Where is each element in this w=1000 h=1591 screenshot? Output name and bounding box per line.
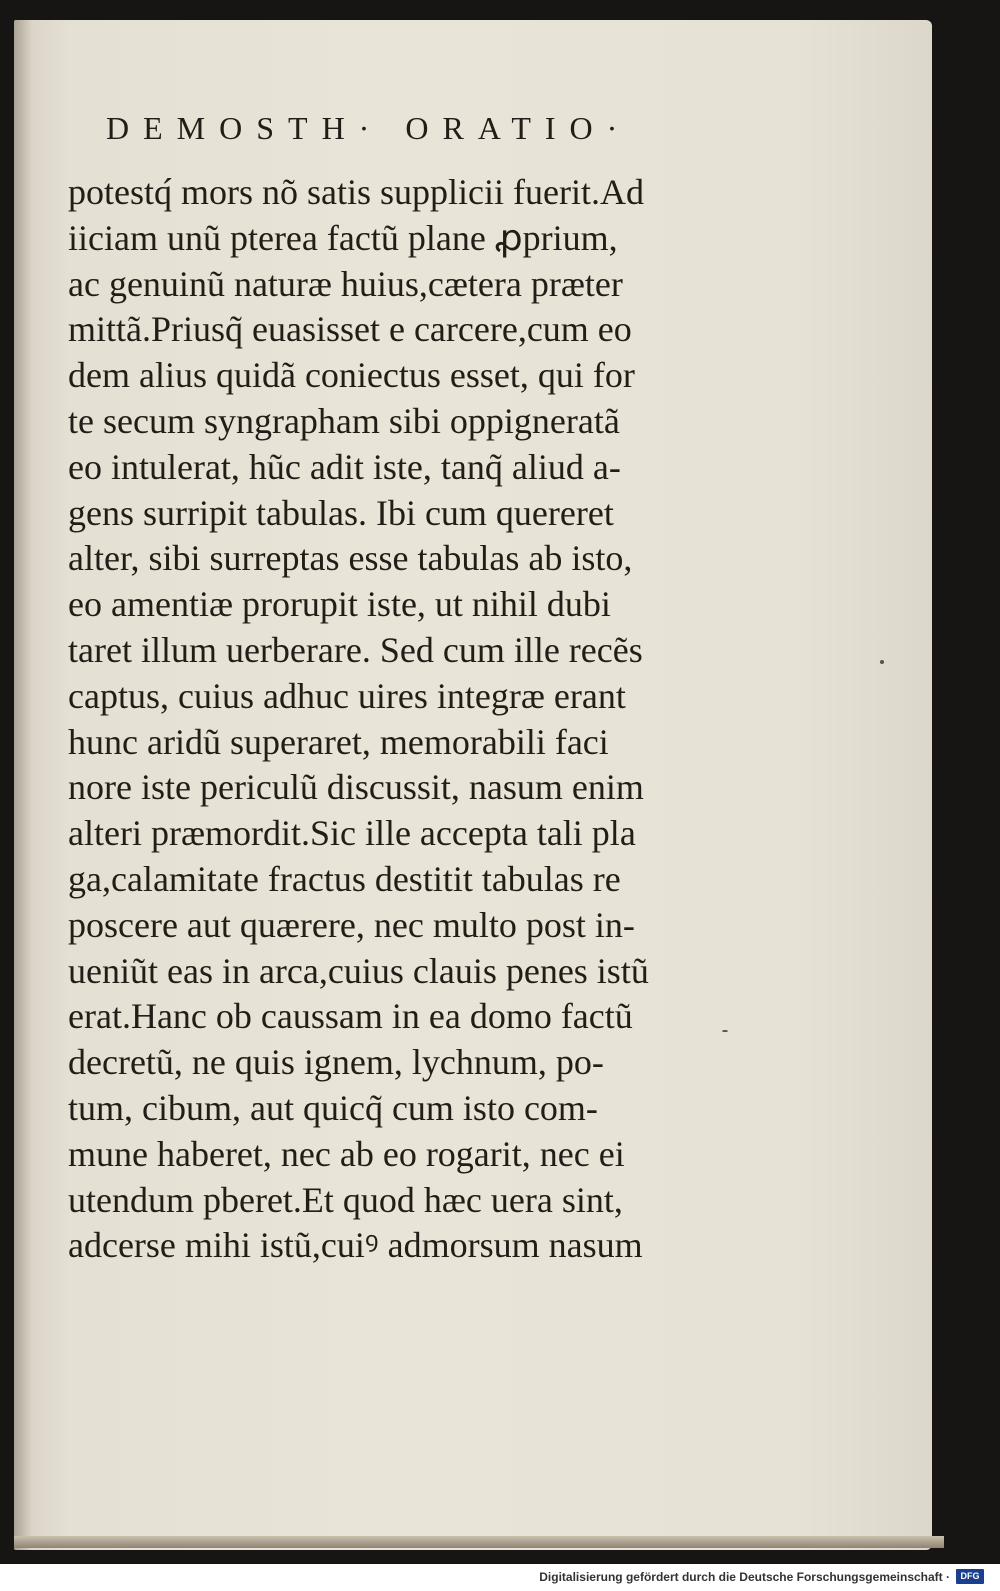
text-line: alteri præmordit.Sic ille accepta tali pla — [68, 813, 636, 854]
text-line: hunc aridũ superaret, memorabili faci — [68, 721, 609, 762]
paper-speck — [880, 660, 884, 664]
text-line: eo intulerat, hũc adit iste, tanq̃ aliud a- — [68, 446, 621, 487]
text-line: eo amentiæ prorupit iste, ut nihil dubi — [68, 584, 611, 625]
text-line: te secum syngrapham sibi oppigneratã — [68, 400, 620, 441]
text-line: ga,calamitate fractus destitit tabulas re — [68, 858, 621, 899]
text-line: mune haberet, nec ab eo rogarit, nec ei — [68, 1133, 625, 1174]
page-gutter-shadow — [14, 20, 32, 1550]
text-line: taret illum uerberare. Sed cum ille recẽs — [68, 629, 643, 670]
text-line: adcerse mihi istũ,cuiꝰ admorsum nasum — [68, 1225, 643, 1266]
text-line: potestq́ mors nõ satis supplicii fuerit.Ad — [68, 172, 644, 212]
text-line: captus, cuius adhuc uires integræ erant — [68, 675, 626, 716]
text-line: poscere aut quærere, nec multo post in- — [68, 904, 635, 945]
text-line: gens surripit tabulas. Ibi cum quereret — [68, 492, 614, 533]
body-text — [68, 170, 708, 1269]
text-line: ac genuinũ naturæ huius,cætera præter — [68, 263, 623, 304]
page-bottom-edge — [14, 1536, 944, 1548]
funding-credit: Digitalisierung gefördert durch die Deutsche Forschungsgemeinschaft · — [539, 1570, 950, 1584]
text-line: utendum pberet.Et quod hæc uera sint, — [68, 1179, 623, 1220]
paper-speck — [722, 1030, 728, 1032]
text-line: iiciam unũ pterea factũ plane ꝓprium, — [68, 217, 618, 258]
text-line: tum, cibum, aut quicq̃ cum isto com- — [68, 1087, 598, 1128]
text-line: nore iste periculũ discussit, nasum enim — [68, 767, 644, 808]
text-line: erat.Hanc ob caussam in ea domo factũ — [68, 996, 633, 1037]
text-line: decretũ, ne quis ignem, lychnum, po- — [68, 1042, 604, 1083]
running-header: DEMOSTH· ORATIO· — [106, 110, 632, 146]
text-line: dem alius quidã coniectus esset, qui for — [68, 355, 635, 396]
dfg-logo: DFG — [956, 1569, 984, 1584]
text-line: mittã.Priusq̃ euasisset e carcere,cum eo — [68, 309, 632, 350]
text-line: ueniũt eas in arca,cuius clauis penes istũ — [68, 950, 649, 991]
text-line: alter, sibi surreptas esse tabulas ab isto, — [68, 538, 633, 579]
